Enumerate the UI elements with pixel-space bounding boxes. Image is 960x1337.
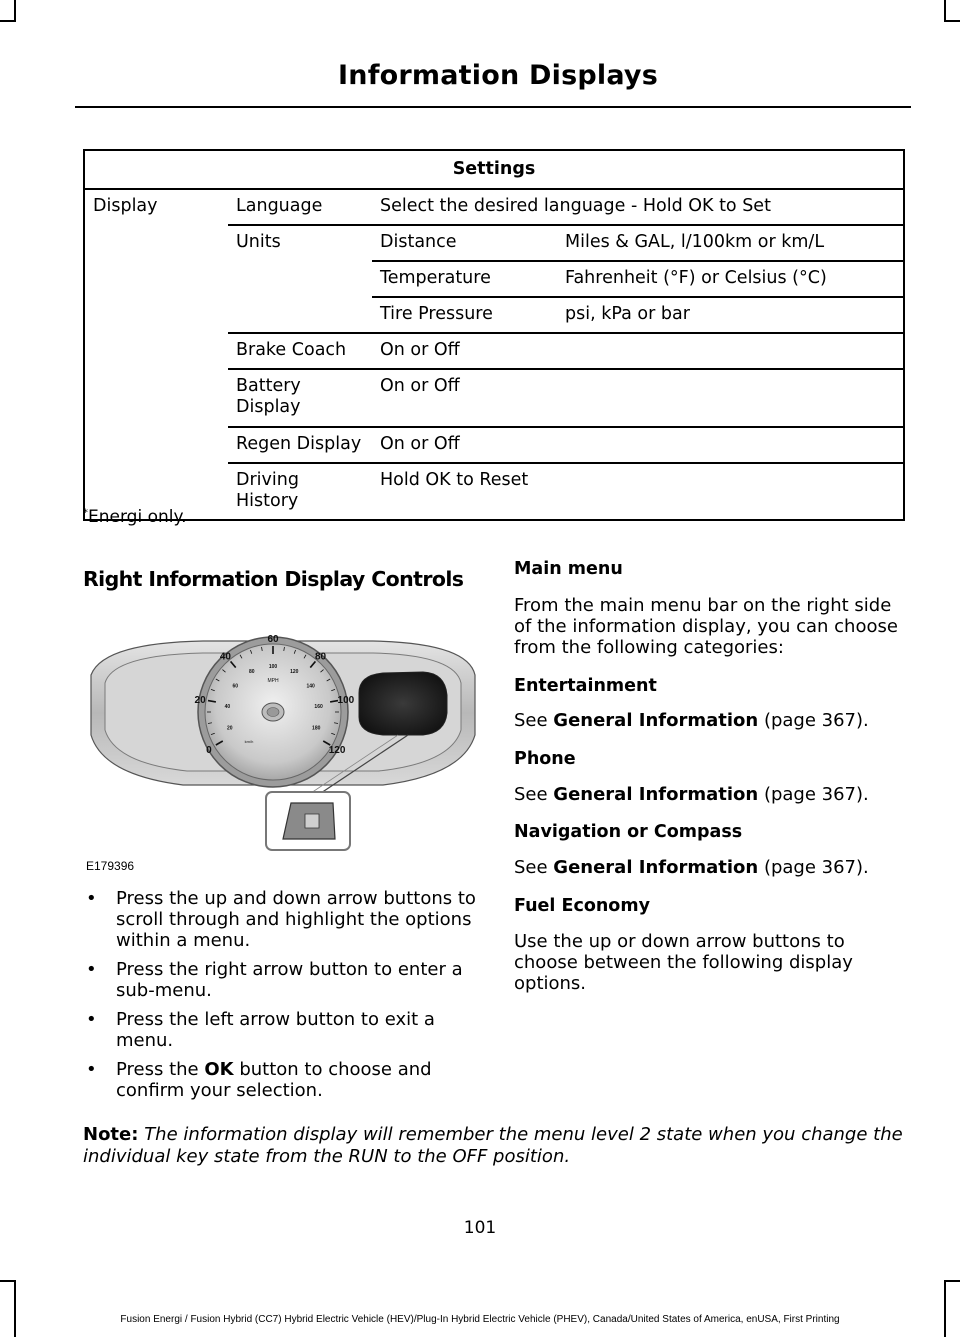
bullet-marker: • (86, 959, 97, 980)
ok-button-icon (305, 814, 319, 828)
instrument-cluster-figure (83, 625, 483, 875)
distance-label: Distance (372, 225, 557, 261)
kmh-label: 140 (306, 683, 315, 690)
cluster-illustration (83, 625, 483, 855)
hub-logo-icon (267, 708, 279, 717)
note-text: The information display will remember the menu level 2 state when you change the individual key state from the RUN to the OFF position. (83, 1124, 903, 1167)
speed-label: 80 (315, 651, 327, 663)
speed-unit-label: MPH (267, 678, 279, 684)
crop-mark (944, 1280, 960, 1282)
footnote-marker: * (83, 507, 88, 519)
battery-display-label: Battery Display (228, 369, 372, 427)
right-display-screen (359, 672, 447, 735)
footnote (83, 507, 187, 527)
crop-mark (0, 20, 16, 22)
brake-coach-value: On or Off (372, 333, 904, 369)
crop-mark (14, 1280, 16, 1337)
units-label: Units (228, 225, 372, 333)
entertainment-heading: Entertainment (514, 676, 657, 696)
tire-pressure-value: psi, kPa or bar (557, 297, 904, 333)
footnote-text: Energi only. (88, 507, 187, 527)
kmh-label: 100 (268, 664, 278, 670)
general-information-link[interactable]: General Information (553, 784, 759, 805)
bullet-item (83, 888, 483, 951)
page-number: 101 (463, 1218, 497, 1238)
bullet-text: Press the right arrow button to enter a sub-menu. (116, 959, 463, 1001)
see-text: See (514, 710, 554, 731)
bullet-text: Press the left arrow button to exit a menu. (116, 1009, 435, 1051)
kmh-label: 180 (312, 725, 321, 732)
page-reference: (page 367). (758, 710, 869, 731)
kmh-label: 40 (224, 703, 231, 710)
regen-display-value: On or Off (372, 427, 904, 463)
page-header-title: Information Displays (338, 60, 658, 91)
distance-value: Miles & GAL, l/100km or km/L (557, 225, 904, 261)
driving-history-label: Driving History (228, 463, 372, 520)
crop-mark (14, 0, 16, 22)
bullet-text-pre: Press the (116, 1059, 205, 1080)
battery-display-value: On or Off (372, 369, 904, 427)
speed-label: 100 (337, 695, 355, 707)
note-paragraph (83, 1124, 909, 1168)
general-information-link[interactable]: General Information (553, 857, 759, 878)
speed-label: 120 (328, 745, 346, 756)
display-cell: Display (84, 189, 228, 520)
bullet-marker: • (86, 1009, 97, 1030)
kmh-label: 20 (226, 725, 233, 732)
fuel-economy-heading: Fuel Economy (514, 896, 650, 916)
page-footer: Fusion Energi / Fusion Hybrid (CC7) Hybrid Electric Vehicle (HEV)/Plug-In Hybrid Electric Vehicle (PHEV), Canada/United States of America, enUSA, First Printing (120, 1314, 840, 1325)
note-label: Note: (83, 1124, 139, 1145)
page-reference: (page 367). (758, 784, 869, 805)
temperature-value: Fahrenheit (°F) or Celsius (°C) (557, 261, 904, 297)
phone-heading: Phone (514, 749, 576, 769)
navigation-reference (514, 857, 909, 878)
inner-unit-label: km/h (244, 739, 254, 744)
speed-label: 20 (194, 695, 206, 707)
driving-history-value: Hold OK to Reset (372, 463, 904, 520)
kmh-label: 160 (314, 703, 323, 710)
main-menu-text: From the main menu bar on the right side of the information display, you can choose from the following categories: (514, 595, 898, 658)
bullet-marker: • (86, 1059, 97, 1080)
ok-button-label: OK (204, 1059, 234, 1080)
settings-table-caption: Settings (84, 150, 904, 189)
general-information-link[interactable]: General Information (553, 710, 759, 731)
speed-label: 0 (206, 745, 212, 756)
header-divider (75, 106, 911, 108)
crop-mark (944, 20, 960, 22)
bullet-text: Press the up and down arrow buttons to scroll through and highlight the options within a menu. (116, 888, 476, 951)
bullet-item (83, 1059, 483, 1101)
tire-pressure-label: Tire Pressure (372, 297, 557, 333)
navigation-heading: Navigation or Compass (514, 822, 743, 842)
crop-mark (944, 1280, 946, 1337)
regen-display-label: Regen Display (228, 427, 372, 463)
page-reference: (page 367). (758, 857, 869, 878)
bullet-item (83, 959, 483, 1001)
fuel-economy-text: Use the up or down arrow buttons to choose between the following display options. (514, 931, 853, 994)
crop-mark (0, 1280, 16, 1282)
speed-label: 60 (267, 634, 279, 645)
settings-table (83, 149, 905, 521)
main-menu-heading: Main menu (514, 559, 623, 579)
kmh-label: 80 (248, 669, 255, 676)
language-label: Language (228, 189, 372, 225)
figure-code: E179396 (86, 859, 135, 873)
kmh-label: 120 (290, 669, 299, 676)
brake-coach-label: Brake Coach (228, 333, 372, 369)
bullet-item (83, 1009, 483, 1051)
section-heading: Right Information Display Controls (83, 567, 464, 591)
temperature-label: Temperature (372, 261, 557, 297)
controls-bullet-list (83, 888, 483, 1109)
bullet-text-post: button to choose and confirm your selection. (116, 1059, 432, 1101)
kmh-label: 60 (232, 683, 239, 690)
speed-label: 40 (219, 651, 231, 663)
bullet-marker: • (86, 888, 97, 909)
phone-reference (514, 784, 909, 805)
see-text: See (514, 784, 554, 805)
language-value: Select the desired language - Hold OK to Set (372, 189, 904, 225)
entertainment-reference (514, 710, 909, 731)
see-text: See (514, 857, 554, 878)
crop-mark (944, 0, 946, 22)
